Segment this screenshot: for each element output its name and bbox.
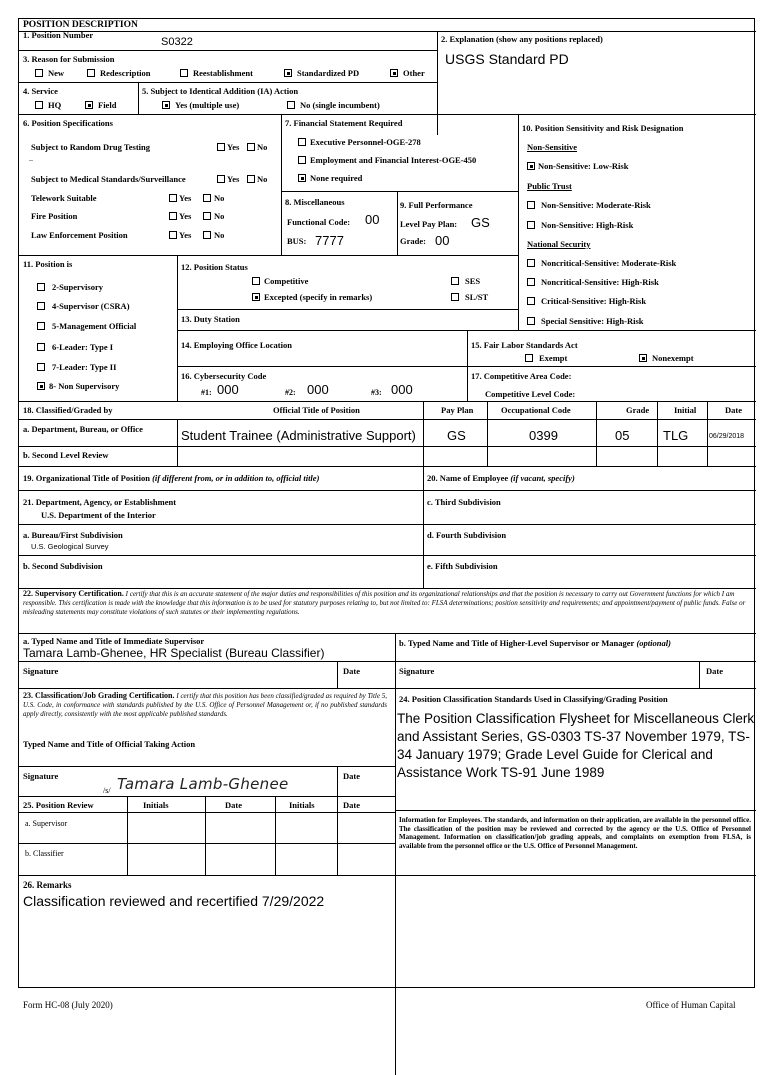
employing-office-label: 14. Employing Office Location [181, 340, 292, 350]
bureau-label: a. Bureau/First Subdivision [23, 530, 123, 540]
label-ia-no: No (single incumbent) [300, 100, 380, 110]
bus-label: BUS: [287, 236, 307, 246]
fire-label: Fire Position [31, 211, 78, 221]
col-official-title: Official Title of Position [273, 405, 360, 415]
label-supervisory: 2-Supervisory [52, 282, 103, 292]
checkbox-excepted[interactable] [252, 293, 260, 301]
org-title-label-ital: (if different from, or in addition to, official title) [152, 473, 320, 483]
cyber-n1: #1: [201, 388, 212, 397]
label-critical: Critical-Sensitive: High-Risk [541, 296, 647, 306]
second-subdivision-label: b. Second Subdivision [23, 561, 103, 571]
drug-dash: -- [29, 158, 33, 164]
label-reestablishment: Reestablishment [193, 68, 253, 78]
higher-supervisor-label-bold: b. Typed Name and Title of Higher-Level Supervisor or Manager [399, 638, 635, 648]
signature-label-a: Signature [23, 666, 59, 676]
telework-label: Telework Suitable [31, 193, 97, 203]
status-label: 12. Position Status [181, 262, 248, 272]
employee-label-ital: (if vacant, specify) [510, 473, 575, 483]
label-high-risk: Non-Sensitive: High-Risk [541, 220, 634, 230]
footer-form-number: Form HC-08 (July 2020) [23, 1000, 113, 1010]
org-title-label-bold: 19. Organizational Title of Position [23, 473, 150, 483]
checkbox-fire-yes[interactable] [169, 212, 177, 220]
checkbox-ses[interactable] [451, 277, 459, 285]
checkbox-non-supervisory[interactable] [37, 382, 45, 390]
checkbox-law-yes[interactable] [169, 231, 177, 239]
fourth-subdivision-label: d. Fourth Subdivision [427, 530, 507, 540]
label-hq: HQ [48, 100, 62, 110]
grade-value[interactable]: 00 [435, 233, 450, 248]
checkbox-medical-no[interactable] [247, 175, 255, 183]
checkbox-critical[interactable] [527, 297, 535, 305]
label-nc-high: Noncritical-Sensitive: High-Risk [541, 277, 659, 287]
checkbox-nonexempt[interactable] [639, 354, 647, 362]
label-moderate-risk: Non-Sensitive: Moderate-Risk [541, 200, 651, 210]
label-management: 5-Management Official [52, 321, 137, 331]
checkbox-exempt[interactable] [525, 354, 533, 362]
review-initials-1: Initials [143, 800, 169, 810]
label-drug-yes: Yes [227, 142, 240, 152]
checkbox-drug-yes[interactable] [217, 143, 225, 151]
label-new: New [48, 68, 65, 78]
label-field: Field [98, 100, 117, 110]
label-fire-no: No [214, 211, 225, 221]
checkbox-none-required[interactable] [298, 174, 306, 182]
form-title: POSITION DESCRIPTION [23, 20, 138, 30]
footer-office: Office of Human Capital [646, 1000, 736, 1010]
higher-supervisor-label [399, 638, 671, 648]
official-signature[interactable]: Tamara Lamb-Ghenee [117, 775, 289, 793]
checkbox-field[interactable] [85, 101, 93, 109]
checkbox-hq[interactable] [35, 101, 43, 109]
review-supervisor-label: a. Supervisor [25, 819, 68, 828]
checkbox-nc-high[interactable] [527, 278, 535, 286]
drug-testing-label: Subject to Random Drug Testing [31, 142, 151, 152]
supervisory-text: I certify that this is an accurate statement of the major duties and responsibilities of this position and its organizational relationships and that the position is necessary to carry out Government functions for which I am responsible. This certification is made with the knowledge that this information is to be used for statutory purposes relating to, but not limited to: FLSA determinations; position sensitivity and requirements; and appointment/payment of public funds. False or misleading statements may constitute violations of such statutes or their implementing regulations. [23, 590, 746, 616]
financial-label: 7. Financial Statement Required [285, 118, 403, 128]
department-label: 21. Department, Agency, or Establishment [23, 497, 177, 507]
law-label: Law Enforcement Position [31, 230, 128, 240]
checkbox-management[interactable] [37, 322, 45, 330]
cyber-label: 16. Cybersecurity Code [181, 371, 267, 381]
national-security-heading: National Security [527, 239, 591, 249]
higher-supervisor-label-ital: (optional) [636, 638, 671, 648]
functional-code-label: Functional Code: [287, 217, 351, 227]
sensitivity-label: 10. Position Sensitivity and Risk Designation [522, 123, 684, 133]
classification-label: 23. Classification/Job Grading Certification. [23, 691, 175, 700]
checkbox-law-no[interactable] [203, 231, 211, 239]
position-number-value[interactable]: S0322 [161, 36, 193, 48]
information-for-employees: Information for Employees. The standards, and information on their application, are available in the personnel office. The classification of the position may be reviewed and corrected by the agency or the U.S. Office of Personnel Management. Information on classification/job grading appeals, and complaints on exemption from FLSA, is available from the personnel office or the U.S. Office of Personnel Management. [399, 816, 751, 850]
checkbox-low-risk[interactable] [527, 162, 535, 170]
department-value: U.S. Department of the Interior [41, 510, 156, 520]
employee-label-bold: 20. Name of Employee [427, 473, 509, 483]
cyber-v1[interactable]: 000 [217, 382, 239, 397]
remarks-value[interactable]: Classification reviewed and recertified 7/29/2022 [23, 893, 325, 909]
col-initial: Initial [674, 405, 697, 415]
cyber-v3[interactable]: 000 [391, 382, 413, 397]
supervisory-label: 22. Supervisory Certification. [23, 589, 124, 598]
submission-label: 3. Reason for Submission [23, 54, 115, 64]
checkbox-moderate-risk[interactable] [527, 201, 535, 209]
date-value[interactable]: 06/29/2018 [709, 433, 745, 440]
medical-label: Subject to Medical Standards/Surveillance [31, 174, 186, 184]
signature-label-b: Signature [399, 666, 435, 676]
non-sensitive-heading: Non-Sensitive [527, 142, 578, 152]
cyber-v2[interactable]: 000 [307, 382, 329, 397]
position-review-label: 25. Position Review [23, 800, 94, 810]
checkbox-telework-no[interactable] [203, 194, 211, 202]
checkbox-sl-st[interactable] [451, 293, 459, 301]
label-other: Other [403, 68, 425, 78]
checkbox-medical-yes[interactable] [217, 175, 225, 183]
checkbox-high-risk[interactable] [527, 221, 535, 229]
label-excepted: Excepted (specify in remarks) [264, 292, 373, 302]
col-occupational-code: Occupational Code [501, 405, 571, 415]
initial-value[interactable]: TLG [663, 428, 689, 443]
classified-label: 18. Classified/Graded by [23, 405, 113, 415]
misc-label: 8. Miscellaneous [285, 197, 345, 207]
official-title-value[interactable]: Student Trainee (Administrative Support) [181, 428, 416, 443]
standards-value[interactable]: The Position Classification Flysheet for Miscellaneous Clerk and Assistant Series, GS-0303 TS-37 November 1979, TS-34 January 1979; Grade Level Guide for Clerical and Assistance Work TS-91 June 1989 [397, 711, 755, 780]
label-medical-no: No [257, 174, 268, 184]
label-sl-st: SL/ST [465, 292, 489, 302]
label-nc-moderate: Noncritical-Sensitive: Moderate-Risk [541, 258, 677, 268]
competitive-level-label: Competitive Level Code: [485, 389, 576, 399]
label-competitive: Competitive [264, 276, 309, 286]
row-b-label: b. Second Level Review [23, 450, 109, 460]
review-initials-2: Initials [289, 800, 315, 810]
grade-label: Grade: [400, 236, 426, 246]
col-grade: Grade [626, 405, 650, 415]
label-non-supervisory: 8- Non Supervisory [49, 381, 120, 391]
label-oge-278: Executive Personnel-OGE-278 [310, 137, 421, 147]
employee-label [427, 473, 575, 483]
checkbox-drug-no[interactable] [247, 143, 255, 151]
cyber-n2: #2: [285, 388, 296, 397]
checkbox-fire-no[interactable] [203, 212, 211, 220]
label-supervisor-csra: 4-Supervisor (CSRA) [52, 301, 130, 311]
checkbox-telework-yes[interactable] [169, 194, 177, 202]
bus-value[interactable]: 7777 [315, 233, 344, 248]
checkbox-reestablishment[interactable] [180, 69, 188, 77]
bureau-value: U.S. Geological Survey [31, 542, 109, 551]
typed-name-label: Typed Name and Title of Official Taking Action [23, 739, 196, 749]
functional-code-value[interactable]: 00 [365, 212, 380, 227]
checkbox-other[interactable] [390, 69, 398, 77]
service-label: 4. Service [23, 86, 58, 96]
label-nonexempt: Nonexempt [652, 353, 694, 363]
label-medical-yes: Yes [227, 174, 240, 184]
supervisory-certification [23, 590, 749, 616]
label-law-yes: Yes [179, 230, 192, 240]
label-oge-450: Employment and Financial Interest-OGE-450 [310, 155, 477, 165]
date-label-a: Date [343, 666, 360, 676]
third-subdivision-label: c. Third Subdivision [427, 497, 501, 507]
checkbox-redescription[interactable] [87, 69, 95, 77]
ia-label: 5. Subject to Identical Addition (IA) Action [142, 86, 299, 96]
checkbox-standardized-pd[interactable] [284, 69, 292, 77]
label-ses: SES [465, 276, 481, 286]
label-none-required: None required [310, 173, 363, 183]
label-telework-yes: Yes [179, 193, 192, 203]
checkbox-oge-450[interactable] [298, 156, 306, 164]
org-title-label [23, 473, 319, 483]
date-label-b: Date [706, 666, 723, 676]
col-date: Date [725, 405, 742, 415]
specs-label: 6. Position Specifications [23, 118, 113, 128]
explanation-value[interactable]: USGS Standard PD [445, 51, 569, 67]
grade-row-value[interactable]: 05 [615, 428, 630, 443]
checkbox-nc-moderate[interactable] [527, 259, 535, 267]
checkbox-supervisor-csra[interactable] [37, 302, 45, 310]
standards-label: 24. Position Classification Standards Used in Classifying/Grading Position [399, 694, 668, 704]
classification-text: I certify that this position has been classified/graded as required by Title 5, U.S. Code, in conformance with standards published by the U.S. Office of Personnel Management or, if no published standards apply directly, consistently with the most applicable published standards. [23, 692, 388, 718]
immediate-supervisor-value[interactable]: Tamara Lamb-Ghenee, HR Specialist (Bureau Classifier) [23, 646, 325, 660]
label-drug-no: No [257, 142, 268, 152]
signature-prefix: /s/ [103, 786, 111, 795]
remarks-label: 26. Remarks [23, 880, 72, 890]
row-a-label: a. Department, Bureau, or Office [23, 424, 143, 434]
checkbox-competitive[interactable] [252, 277, 260, 285]
checkbox-special[interactable] [527, 317, 535, 325]
col-pay-plan: Pay Plan [441, 405, 474, 415]
position-number-label: 1. Position Number [23, 30, 94, 40]
label-ia-yes: Yes (multiple use) [175, 100, 240, 110]
cyber-n3: #3: [371, 388, 382, 397]
pay-plan-label: Level Pay Plan: [400, 219, 458, 229]
position-is-label: 11. Position is [23, 259, 73, 269]
explanation-label: 2. Explanation (show any positions replaced) [441, 34, 603, 44]
label-fire-yes: Yes [179, 211, 192, 221]
pay-plan-value[interactable]: GS [471, 215, 490, 230]
label-telework-no: No [214, 193, 225, 203]
checkbox-ia-no[interactable] [287, 101, 295, 109]
label-law-no: No [214, 230, 225, 240]
checkbox-leader-2[interactable] [37, 363, 45, 371]
review-date-2: Date [343, 800, 360, 810]
public-trust-heading: Public Trust [527, 181, 572, 191]
review-classifier-label: b. Classifier [25, 849, 64, 858]
occupational-code-value[interactable]: 0399 [529, 428, 558, 443]
checkbox-supervisory[interactable] [37, 283, 45, 291]
checkbox-new[interactable] [35, 69, 43, 77]
checkbox-ia-yes[interactable] [162, 101, 170, 109]
fifth-subdivision-label: e. Fifth Subdivision [427, 561, 498, 571]
label-redescription: Redescription [100, 68, 151, 78]
label-low-risk: Non-Sensitive: Low-Risk [538, 161, 629, 171]
checkbox-leader-1[interactable] [37, 343, 45, 351]
checkbox-oge-278[interactable] [298, 138, 306, 146]
duty-station-label: 13. Duty Station [181, 314, 240, 324]
label-leader-1: 6-Leader: Type I [52, 342, 114, 352]
label-standardized-pd: Standardized PD [297, 68, 360, 78]
full-performance-label: 9. Full Performance [400, 200, 473, 210]
label-leader-2: 7-Leader: Type II [52, 362, 117, 372]
date-label-c: Date [343, 771, 360, 781]
label-exempt: Exempt [539, 353, 568, 363]
flsa-label: 15. Fair Labor Standards Act [471, 340, 578, 350]
classification-certification [23, 692, 387, 718]
immediate-supervisor-label: a. Typed Name and Title of Immediate Supervisor [23, 636, 205, 646]
review-date-1: Date [225, 800, 242, 810]
position-description-form [18, 18, 755, 988]
pay-plan-row-value[interactable]: GS [447, 428, 466, 443]
signature-label-c: Signature [23, 771, 59, 781]
label-special: Special Sensitive: High-Risk [541, 316, 644, 326]
competitive-area-label: 17. Competitive Area Code: [471, 371, 572, 381]
